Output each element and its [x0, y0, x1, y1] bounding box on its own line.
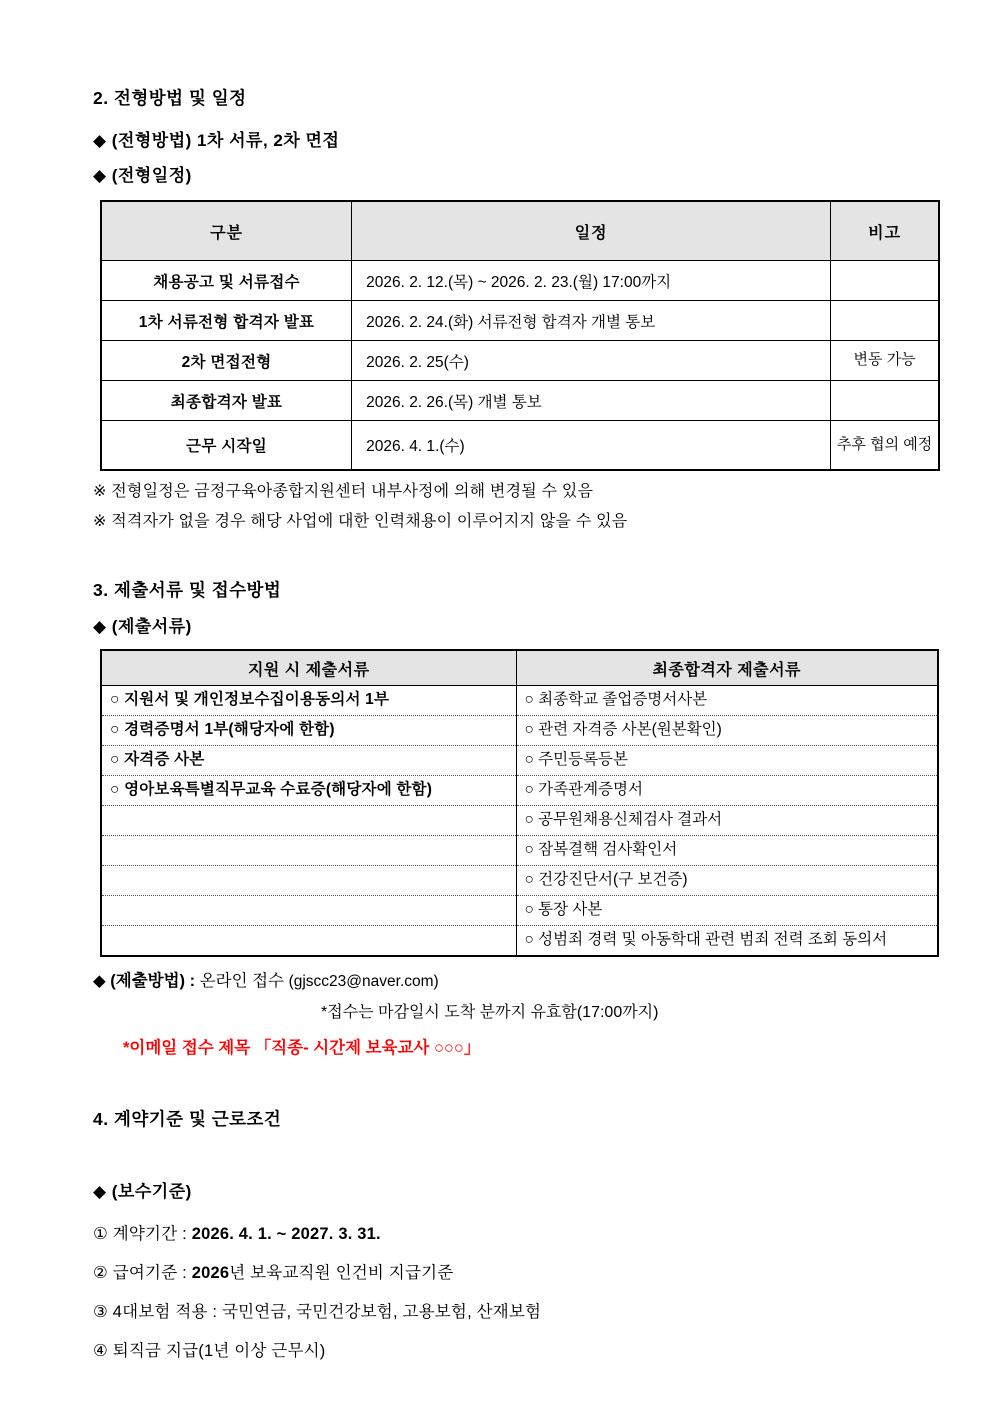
section3-title: 3. 제출서류 및 접수방법 [93, 580, 282, 600]
list-item [93, 1298, 942, 1322]
documents-apply-cell: ○ 자격증 사본 [101, 746, 516, 776]
schedule-category: 근무 시작일 [101, 421, 352, 471]
submission-validity-note: *접수는 마감일시 도착 분까지 유효함(17:00까지) [321, 1004, 659, 1021]
pay-item-text: ③ 4대보험 적용 : 국민연금, 국민건강보험, 고용보험, 산재보험 [93, 1303, 542, 1321]
table-row [101, 896, 938, 926]
schedule-note [831, 261, 939, 301]
documents-final-cell: ○ 통장 사본 [516, 896, 938, 926]
table-row [101, 716, 938, 746]
documents-final-cell: ○ 가족관계증명서 [516, 776, 938, 806]
documents-final-cell: ○ 주민등록등본 [516, 746, 938, 776]
section2-schedule-label: ◆ (전형일정) [93, 166, 192, 185]
submission-label: ◆ (제출방법) : [93, 972, 196, 990]
submission-method-line [93, 967, 942, 991]
email-subject-note: *이메일 접수 제목 「직종- 시간제 보육교사 ○○○」 [123, 1039, 481, 1057]
documents-header-row [101, 650, 938, 686]
table-row [101, 341, 939, 381]
table-row [101, 776, 938, 806]
documents-apply-cell: ○ 지원서 및 개인정보수집이용동의서 1부 [101, 686, 516, 716]
schedule-category: 채용공고 및 서류접수 [101, 261, 352, 301]
pay-item-text: ① 계약기간 : [93, 1225, 192, 1243]
list-item [93, 1259, 942, 1283]
documents-final-cell: ○ 관련 자격증 사본(원본확인) [516, 716, 938, 746]
documents-apply-cell [101, 866, 516, 896]
documents-table [100, 649, 939, 957]
table-row [101, 381, 939, 421]
list-item [93, 1220, 942, 1244]
table-row [101, 261, 939, 301]
schedule-category: 2차 면접전형 [101, 341, 352, 381]
schedule-note-line: ※ 적격자가 없을 경우 해당 사업에 대한 인력채용이 이루어지지 않을 수 있음 [93, 513, 628, 530]
schedule-note-line: ※ 전형일정은 금정구육아종합지원센터 내부사정에 의해 변경될 수 있음 [93, 483, 594, 500]
schedule-category: 1차 서류전형 합격자 발표 [101, 301, 352, 341]
documents-apply-cell [101, 926, 516, 957]
documents-header-apply: 지원 시 제출서류 [101, 650, 516, 686]
schedule-date: 2026. 2. 25(수) [352, 341, 831, 381]
section4-pay-label: ◆ (보수기준) [93, 1182, 192, 1201]
documents-apply-cell [101, 806, 516, 836]
documents-apply-cell [101, 896, 516, 926]
schedule-header-date: 일정 [352, 201, 831, 261]
schedule-notes [93, 477, 942, 537]
section2-title: 2. 전형방법 및 일정 [93, 88, 247, 108]
list-item [93, 1337, 942, 1361]
table-row [101, 301, 939, 341]
pay-item-text: ④ 퇴직금 지급(1년 이상 근무시) [93, 1342, 326, 1360]
schedule-date: 2026. 2. 24.(화) 서류전형 합격자 개별 통보 [352, 301, 831, 341]
schedule-category: 최종합격자 발표 [101, 381, 352, 421]
documents-final-cell: ○ 최종학교 졸업증명서사본 [516, 686, 938, 716]
schedule-date: 2026. 2. 26.(목) 개별 통보 [352, 381, 831, 421]
documents-apply-cell: ○ 경력증명서 1부(해당자에 한함) [101, 716, 516, 746]
table-row [101, 866, 938, 896]
documents-final-cell: ○ 공무원채용신체검사 결과서 [516, 806, 938, 836]
pay-item-strong: 2026. 4. 1. ~ 2027. 3. 31. [191, 1225, 381, 1243]
schedule-date: 2026. 2. 12.(목) ~ 2026. 2. 23.(월) 17:00까지 [352, 261, 831, 301]
documents-final-cell: ○ 건강진단서(구 보건증) [516, 866, 938, 896]
schedule-header-note: 비고 [831, 201, 939, 261]
pay-items-list [93, 1220, 942, 1361]
documents-header-final: 최종합격자 제출서류 [516, 650, 938, 686]
pay-item-text: 년 보육교직원 인건비 지급기준 [229, 1264, 454, 1282]
schedule-date: 2026. 4. 1.(수) [352, 421, 831, 471]
submission-method: 온라인 접수 [199, 972, 284, 990]
documents-final-cell: ○ 잠복결핵 검사확인서 [516, 836, 938, 866]
documents-apply-cell [101, 836, 516, 866]
table-row [101, 746, 938, 776]
table-row [101, 836, 938, 866]
section4-title: 4. 계약기준 및 근로조건 [93, 1109, 282, 1129]
table-row [101, 421, 939, 471]
pay-item-strong: 2026 [191, 1264, 230, 1282]
table-row [101, 926, 938, 957]
schedule-header-row [101, 201, 939, 261]
pay-item-text: ② 급여기준 : [93, 1264, 192, 1282]
schedule-note [831, 301, 939, 341]
section2-method-line: ◆ (전형방법) 1차 서류, 2차 면접 [93, 131, 340, 150]
schedule-header-category: 구분 [101, 201, 352, 261]
schedule-note: 변동 가능 [831, 341, 939, 381]
section3-docs-label: ◆ (제출서류) [93, 617, 192, 636]
table-row [101, 686, 938, 716]
documents-apply-cell: ○ 영아보육특별직무교육 수료증(해당자에 한함) [101, 776, 516, 806]
documents-final-cell: ○ 성범죄 경력 및 아동학대 관련 범죄 전력 조회 동의서 [524, 931, 888, 949]
schedule-table [100, 200, 940, 471]
schedule-note [831, 381, 939, 421]
table-row [101, 806, 938, 836]
schedule-note: 추후 협의 예정 [831, 421, 939, 471]
submission-email: (gjscc23@naver.com) [288, 973, 439, 990]
